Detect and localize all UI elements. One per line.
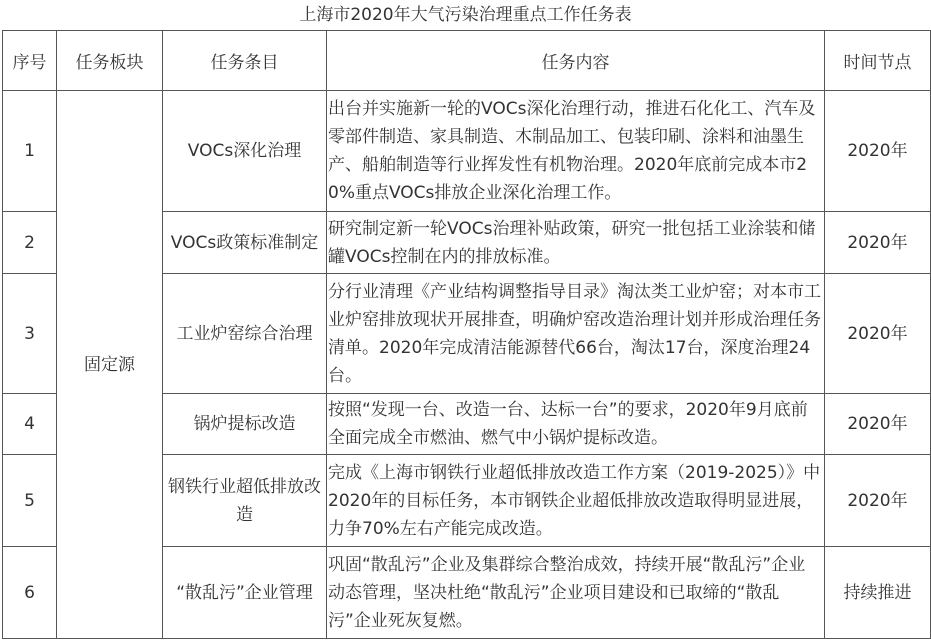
header-time: 时间节点 <box>825 31 931 91</box>
row-content: 按照“发现一台、改造一台、达标一台”的要求，2020年9月底前全面完成全市燃油、燃气中小锅炉提标改造。 <box>327 394 825 455</box>
row-time: 2020年 <box>825 212 931 274</box>
task-block-cell: 固定源 <box>57 91 163 639</box>
row-content: 完成《上海市钢铁行业超低排放改造工作方案（2019-2025）》中2020年的目标任务，本市钢铁企业超低排放改造取得明显进展，力争70%左右产能完成改造。 <box>327 455 825 547</box>
header-block: 任务板块 <box>57 31 163 91</box>
row-item: 锅炉提标改造 <box>163 394 327 455</box>
row-no: 2 <box>3 212 57 274</box>
page-title: 上海市2020年大气污染治理重点工作任务表 <box>299 5 632 25</box>
header-item: 任务条目 <box>163 31 327 91</box>
row-no: 1 <box>3 91 57 212</box>
row-no: 3 <box>3 274 57 394</box>
row-content: 研究制定新一轮VOCs治理补贴政策，研究一批包括工业涂装和储罐VOCs控制在内的排放标准。 <box>327 212 825 274</box>
row-item: VOCs政策标准制定 <box>163 212 327 274</box>
row-time: 2020年 <box>825 274 931 394</box>
table-header-row <box>3 31 931 91</box>
row-no: 5 <box>3 455 57 547</box>
row-time: 2020年 <box>825 394 931 455</box>
row-time: 持续推进 <box>825 547 931 639</box>
row-time: 2020年 <box>825 455 931 547</box>
row-item: “散乱污”企业管理 <box>163 547 327 639</box>
header-no: 序号 <box>3 31 57 91</box>
header-content: 任务内容 <box>327 31 825 91</box>
row-content: 巩固“散乱污”企业及集群综合整治成效，持续开展“散乱污”企业动态管理，坚决杜绝“散乱污”企业项目建设和已取缔的“散乱污”企业死灰复燃。 <box>327 547 825 639</box>
row-item: VOCs深化治理 <box>163 91 327 212</box>
row-no: 6 <box>3 547 57 639</box>
task-table <box>2 30 931 639</box>
row-content: 分行业清理《产业结构调整指导目录》淘汰类工业炉窑；对本市工业炉窑排放现状开展排查，明确炉窑改造治理计划并形成治理任务清单。2020年完成清洁能源替代66台，淘汰17台，深度治理24台。 <box>327 274 825 394</box>
row-no: 4 <box>3 394 57 455</box>
row-content: 出台并实施新一轮的VOCs深化治理行动，推进石化化工、汽车及零部件制造、家具制造、木制品加工、包装印刷、涂料和油墨生产、船舶制造等行业挥发性有机物治理。2020年底前完成本市20%重点VOCs排放企业深化治理工作。 <box>327 91 825 212</box>
row-time: 2020年 <box>825 91 931 212</box>
row-item: 工业炉窑综合治理 <box>163 274 327 394</box>
row-item: 钢铁行业超低排放改造 <box>163 455 327 547</box>
table-row <box>3 91 931 212</box>
